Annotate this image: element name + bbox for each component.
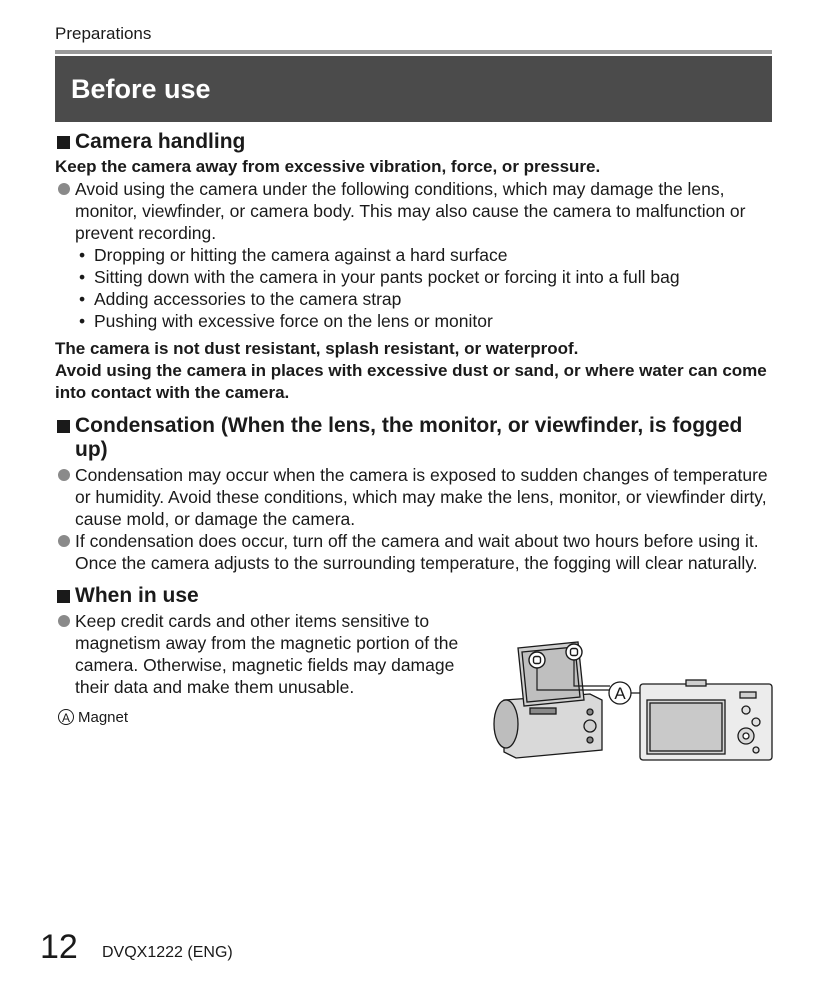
square-bullet-icon [57, 590, 70, 603]
list-item [55, 266, 772, 288]
list-item-text: Dropping or hitting the camera against a hard surface [94, 245, 508, 265]
list-item-text: Sitting down with the camera in your pants pocket or forcing it into a full bag [94, 267, 680, 287]
bullet-text: If condensation does occur, turn off the camera and wait about two hours before using it. Once the camera adjusts to the surrounding temperature, the fogging will clear naturally. [75, 531, 759, 573]
dot-marker-icon: • [79, 311, 86, 331]
round-bullet-icon [58, 535, 70, 547]
round-bullet-icon [58, 183, 70, 195]
document-code: DVQX1222 (ENG) [102, 944, 233, 961]
water-warning: Avoid using the camera in places with excessive dust or sand, or where water can come into contact with the camera. [55, 361, 767, 402]
round-bullet-icon [58, 615, 70, 627]
bullet-text: Keep credit cards and other items sensitive to magnetism away from the magnetic portion of the camera. Otherwise, magnetic fields may damage their data and make them unusable. [75, 611, 459, 697]
bullet-text: Condensation may occur when the camera is exposed to sudden changes of temperature or humidity. Avoid these conditions, which may make the lens, monitor, or viewfinder dirty, cause mold, or damage the camera. [75, 465, 768, 529]
condensation-bullet [55, 464, 772, 530]
heading-text: Condensation (When the lens, the monitor, or viewfinder, is fogged up) [75, 414, 743, 461]
camera-back-view [640, 680, 772, 760]
legend-text: Magnet [78, 709, 129, 726]
round-bullet-icon [58, 469, 70, 481]
heading-when-in-use [55, 584, 772, 608]
magnetism-bullet [55, 610, 475, 698]
dot-marker-icon: • [79, 245, 86, 265]
header-rule [55, 50, 772, 54]
heading-text: When in use [75, 584, 199, 607]
callout-letter: A [614, 684, 626, 703]
list-item [55, 288, 772, 310]
condensation-bullet [55, 530, 772, 574]
square-bullet-icon [57, 136, 70, 149]
heading-condensation [55, 414, 772, 462]
square-bullet-icon [57, 420, 70, 433]
list-item [55, 310, 772, 332]
dot-marker-icon: • [79, 267, 86, 287]
camera-handling-bullet [55, 178, 772, 244]
figure-callout-a [609, 682, 631, 704]
list-item-text: Adding accessories to the camera strap [94, 289, 402, 309]
dot-marker-icon: • [79, 289, 86, 309]
heading-text: Camera handling [75, 130, 246, 153]
list-item [55, 244, 772, 266]
heading-camera-handling [55, 130, 772, 154]
list-item-text: Pushing with excessive force on the lens or monitor [94, 311, 493, 331]
bullet-text: Avoid using the camera under the following conditions, which may damage the lens, monitor, viewfinder, or camera body. This may also cause the camera to malfunction or prevent recording. [75, 179, 746, 243]
section-label: Preparations [55, 24, 152, 43]
dust-warning: The camera is not dust resistant, splash resistant, or waterproof. [55, 339, 579, 358]
camera-magnet-illustration [490, 638, 773, 764]
page-title: Before use [55, 56, 772, 122]
camera-front-view [494, 642, 602, 758]
camera-handling-intro: Keep the camera away from excessive vibration, force, or pressure. [55, 157, 601, 176]
page-number: 12 [40, 928, 78, 966]
circled-letter-icon: A [58, 709, 74, 725]
